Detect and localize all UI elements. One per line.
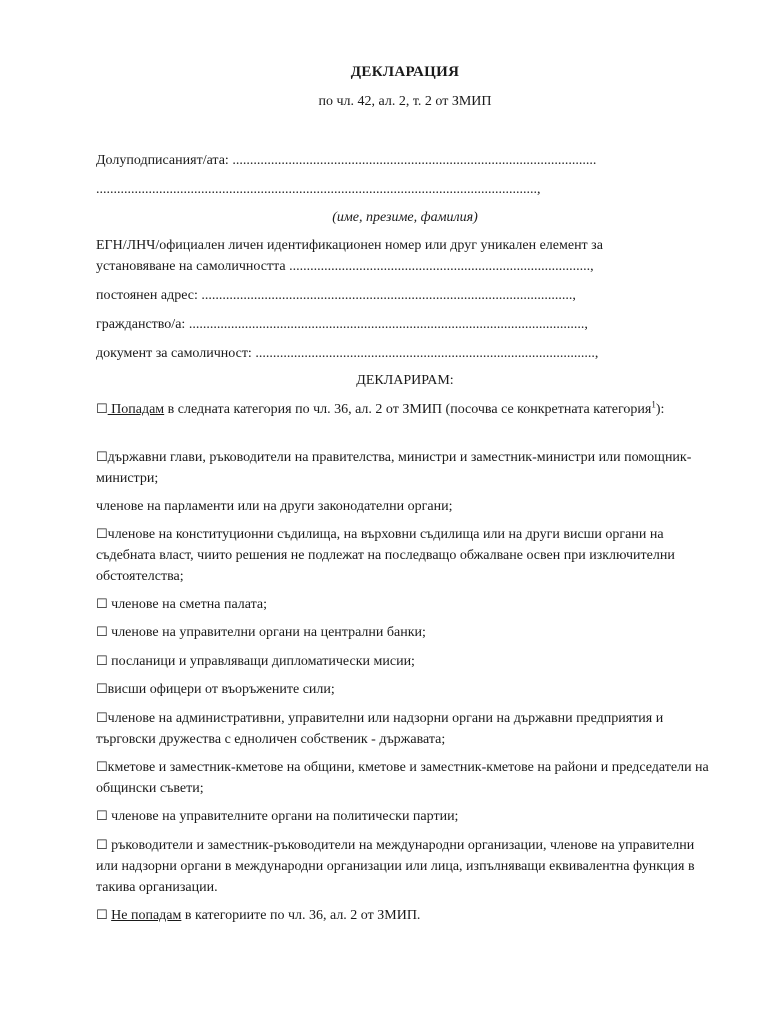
not-falls-word: Не попадам xyxy=(111,908,182,923)
category-checkbox[interactable]: ☐ xyxy=(96,654,108,669)
category-item xyxy=(96,447,716,489)
category-text: кметове и заместник-кметове на общини, кметове и заместник-кметове на райони и председатели на общински съвети; xyxy=(96,760,709,796)
falls-word: Попадам xyxy=(107,402,165,417)
not-falls-checkbox[interactable]: ☐ xyxy=(96,908,108,923)
category-item xyxy=(96,524,716,587)
falls-checkbox[interactable]: ☐ xyxy=(96,402,108,417)
category-checkbox[interactable]: ☐ xyxy=(96,760,108,775)
category-checkbox[interactable]: ☐ xyxy=(96,682,108,697)
category-text: ръководители и заместник-ръководители на международни организации, членове на управителни или надзорни органи в международни организации или лица, изпълняващи еквивалентна функция в такива организации. xyxy=(96,838,695,895)
footnote-marker: 1 xyxy=(651,399,656,410)
document-field[interactable]: ................................................................................................., xyxy=(255,346,599,361)
address-field[interactable]: .........................................................................................................., xyxy=(201,288,576,303)
falls-text: в следната категория по чл. 36, ал. 2 от ЗМИП (посочва се конкретната категория xyxy=(164,402,652,417)
category-checkbox[interactable]: ☐ xyxy=(96,838,108,853)
category-item xyxy=(96,651,716,672)
category-text: членове на административни, управителни или надзорни органи на държавни предприятия и търговски дружества с едноличен собственик - държавата; xyxy=(96,711,664,747)
declare-heading: ДЕКЛАРИРАМ: xyxy=(356,373,454,388)
id-field[interactable]: ......................................................................................, xyxy=(289,259,594,274)
category-checkbox[interactable]: ☐ xyxy=(96,527,108,542)
id-label-line1: ЕГН/ЛНЧ/официален личен идентификационен номер или друг уникален елемент за xyxy=(96,238,603,253)
undersigned-label: Долуподписаният/ата: xyxy=(96,153,229,168)
not-falls-text: в категориите по чл. 36, ал. 2 от ЗМИП. xyxy=(181,908,421,923)
id-label-line2: установяване на самоличността xyxy=(96,259,286,274)
category-checkbox[interactable]: ☐ xyxy=(96,625,108,640)
category-text: членове на конституционни съдилища, на върховни съдилища или на други висши органи на съдебната власт, чиито решения не подлежат на последващо обжалване освен при изключителни обстоятелства; xyxy=(96,527,675,584)
category-text: членове на управителните органи на политически партии; xyxy=(107,809,459,824)
address-label: постоянен адрес: xyxy=(96,288,198,303)
falls-option xyxy=(96,399,716,420)
document-label: документ за самоличност: xyxy=(96,346,252,361)
category-item xyxy=(96,622,716,643)
category-checkbox[interactable]: ☐ xyxy=(96,809,108,824)
not-falls-option xyxy=(96,905,716,926)
falls-text-end: ): xyxy=(655,402,665,417)
address-row xyxy=(96,285,576,306)
declaration-page xyxy=(96,0,714,1024)
undersigned-continuation-field[interactable]: .............................................................................................................................., xyxy=(96,182,541,197)
category-text: членове на парламенти или на други законодателни органи; xyxy=(96,499,453,514)
document-row xyxy=(96,343,598,364)
citizenship-field[interactable]: ................................................................................................................., xyxy=(188,317,588,332)
category-checkbox[interactable]: ☐ xyxy=(96,450,108,465)
document-subtitle: по чл. 42, ал. 2, т. 2 от ЗМИП xyxy=(318,94,492,109)
category-text: висши офицери от въоръжените сили; xyxy=(107,682,335,697)
category-item xyxy=(96,496,716,517)
id-row xyxy=(96,235,716,277)
category-item xyxy=(96,679,716,700)
category-item xyxy=(96,835,716,898)
name-hint: (име, презиме, фамилия) xyxy=(332,210,478,225)
citizenship-row xyxy=(96,314,588,335)
citizenship-label: гражданство/а: xyxy=(96,317,186,332)
undersigned-field[interactable]: ........................................................................................................ xyxy=(232,153,597,168)
category-checkbox[interactable]: ☐ xyxy=(96,711,108,726)
category-item xyxy=(96,594,716,615)
category-text: посланици и управляващи дипломатически мисии; xyxy=(107,654,415,669)
category-item xyxy=(96,806,716,827)
category-item xyxy=(96,708,716,750)
document-title: ДЕКЛАРАЦИЯ xyxy=(350,64,460,80)
category-text: членове на управителни органи на централни банки; xyxy=(107,625,426,640)
category-text: членове на сметна палата; xyxy=(107,597,268,612)
undersigned-row xyxy=(96,150,596,171)
category-checkbox[interactable]: ☐ xyxy=(96,597,108,612)
category-text: държавни глави, ръководители на правителства, министри и заместник-министри или помощник-министри; xyxy=(96,450,692,486)
category-item xyxy=(96,757,716,799)
